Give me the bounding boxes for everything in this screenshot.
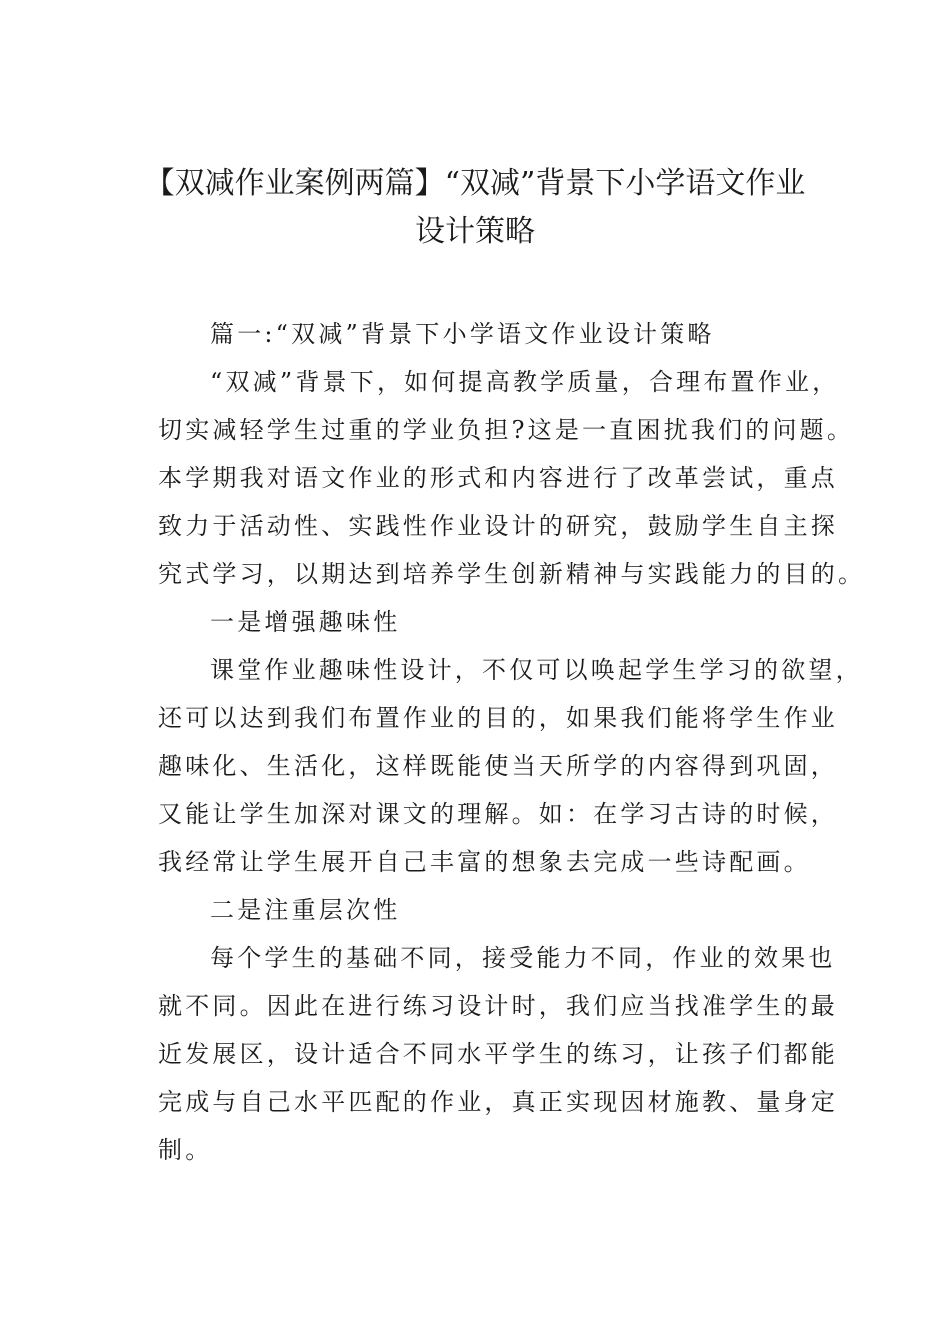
paragraph-line: 又能让学生加深对课文的理解。如：在学习古诗的时候， (158, 800, 838, 828)
paragraph-line: 切实减轻学生过重的学业负担?这是一直困扰我们的问题。 (158, 416, 855, 444)
section-heading: 篇一:“双减”背景下小学语文作业设计策略 (210, 320, 715, 348)
intro-paragraph (158, 358, 866, 598)
paragraph-line: 究式学习，以期达到培养学生创新精神与实践能力的目的。 (158, 560, 866, 588)
paragraph-line: 我经常让学生展开自己丰富的想象去完成一些诗配画。 (158, 848, 811, 876)
paragraph-line: 每个学生的基础不同，接受能力不同，作业的效果也 (210, 944, 836, 972)
document-title (130, 160, 820, 256)
paragraph-line: “双减”背景下，如何提高教学质量，合理布置作业， (210, 368, 840, 396)
point1-paragraph (158, 646, 863, 886)
title-line: 【双减作业案例两篇】“双减”背景下小学语文作业 (144, 166, 806, 201)
paragraph-line: 趣味化、生活化，这样既能使当天所学的内容得到巩固， (158, 752, 838, 780)
point1-heading: 一是增强趣味性 (210, 608, 401, 636)
paragraph-line: 完成与自己水平匹配的作业，真正实现因材施教、量身定 (158, 1088, 838, 1116)
document-body (158, 310, 866, 1174)
paragraph-line: 本学期我对语文作业的形式和内容进行了改革尝试，重点 (158, 464, 838, 492)
title-line: 设计策略 (415, 214, 535, 249)
paragraph-line: 就不同。因此在进行练习设计时，我们应当找准学生的最 (158, 992, 838, 1020)
paragraph-line: 致力于活动性、实践性作业设计的研究，鼓励学生自主探 (158, 512, 838, 540)
point2-heading: 二是注重层次性 (210, 896, 401, 924)
paragraph-line: 制。 (158, 1136, 213, 1164)
paragraph-line: 还可以达到我们布置作业的目的，如果我们能将学生作业 (158, 704, 838, 732)
point2-paragraph (158, 934, 838, 1174)
paragraph-line: 近发展区，设计适合不同水平学生的练习，让孩子们都能 (158, 1040, 838, 1068)
paragraph-line: 课堂作业趣味性设计，不仅可以唤起学生学习的欲望， (210, 656, 863, 684)
